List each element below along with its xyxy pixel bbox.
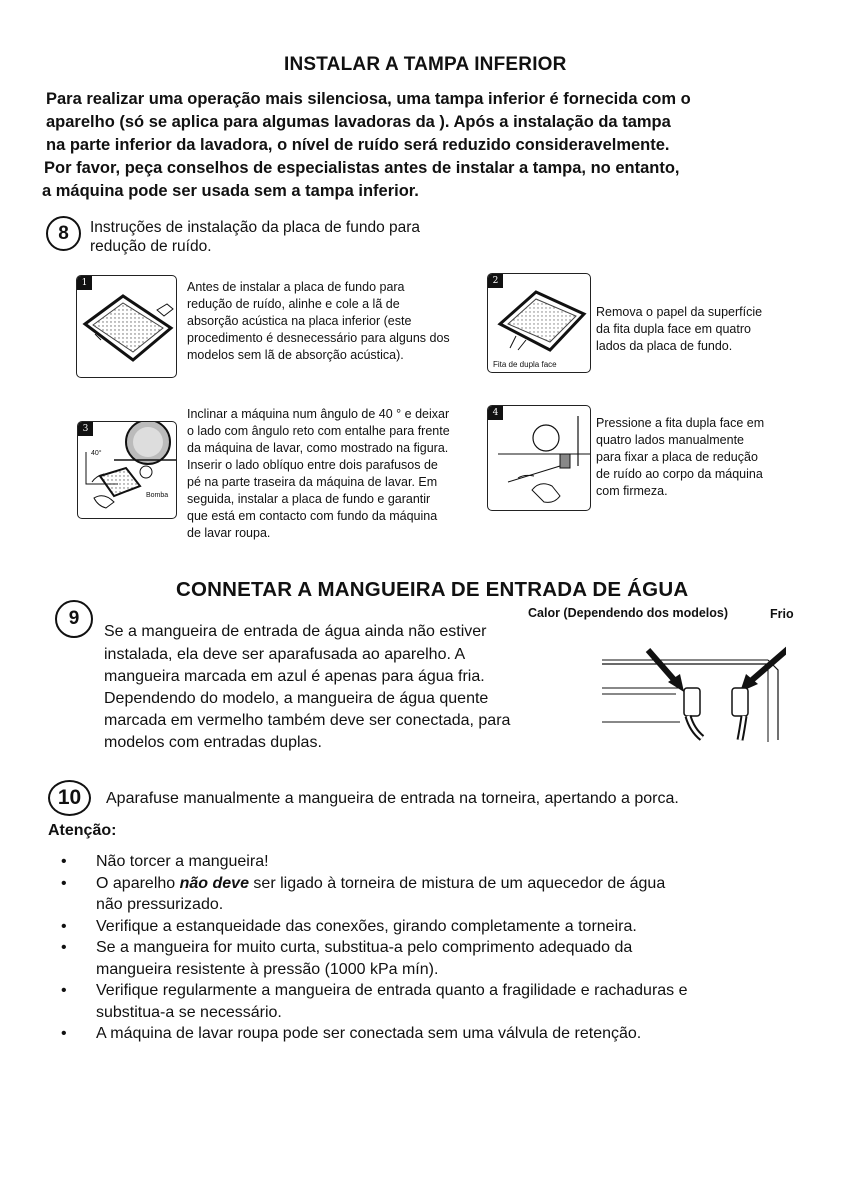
attention-heading: Atenção: — [48, 822, 117, 839]
attention-item: • Não torcer a mangueira! — [61, 853, 269, 870]
panel-1-line-5: modelos sem lã de absorção acústica). — [187, 348, 404, 362]
panel-1-line-2: redução de ruído, alinhe e cole a lã de — [187, 297, 400, 311]
double-tape-illustration — [488, 274, 591, 373]
panel-2-line-3: lados da placa de fundo. — [596, 339, 733, 353]
section-2-title: CONNETAR A MANGUEIRA DE ENTRADA DE ÁGUA — [176, 578, 689, 601]
panel-2-figure-label: Fita de dupla face — [493, 360, 557, 369]
attention-item: • Verifique regularmente a mangueira de entrada quanto a fragilidade e rachaduras e substitua-a se necessário. — [61, 982, 688, 1021]
panel-4-line-1: Pressione a fita dupla face em — [596, 416, 765, 430]
panel-4-line-3: para fixar a placa de redução — [596, 450, 758, 464]
panel-3-line-1: Inclinar a máquina num ângulo de 40 ° e deixar — [187, 407, 450, 421]
panel-1-figure — [76, 275, 177, 378]
step-10-number: 10 — [48, 780, 91, 816]
panel-3-line-2: o lado com ângulo reto com entalhe para frente — [187, 424, 450, 438]
panel-4-line-2: quatro lados manualmente — [596, 433, 745, 447]
attention-item: • Verifique a estanqueidade das conexões, girando completamente a torneira. — [61, 917, 637, 935]
inlet-hoses-illustration — [596, 630, 786, 750]
panel-3-figure — [77, 421, 177, 519]
page-title: INSTALAR A TAMPA INFERIOR — [284, 54, 567, 75]
step-9-line-4: Dependendo do modelo, a mangueira de água quente — [104, 690, 489, 707]
panel-1-line-4: procedimento é desnecessário para alguns dos — [187, 331, 450, 345]
panel-4-line-4: de ruído ao corpo da máquina — [596, 467, 763, 481]
step-9-line-3: mangueira marcada em azul é apenas para água fria. — [104, 668, 485, 685]
panel-2-tag: 2 — [488, 274, 503, 288]
attention-item: • Se a mangueira for muito curta, substitua-a pelo comprimento adequado da mangueira resistente à pressão (1000 kPa mín). — [61, 939, 633, 978]
step-9-line-2: instalada, ela deve ser aparafusada ao aparelho. A — [104, 646, 466, 663]
hot-label: Calor (Dependendo dos modelos) — [528, 606, 729, 620]
panel-4-line-5: com firmeza. — [596, 484, 668, 498]
intro-line-1: Para realizar uma operação mais silenciosa, uma tampa inferior é fornecida com o — [46, 90, 691, 108]
panel-1-line-3: absorção acústica na placa inferior (este — [187, 314, 412, 328]
panel-4-figure — [487, 405, 591, 511]
step-8-number: 8 — [46, 216, 81, 251]
press-tape-illustration — [488, 406, 591, 511]
cold-label: Frio — [770, 607, 794, 621]
panel-2-figure — [487, 273, 591, 373]
step-9-line-5: marcada em vermelho também deve ser conectada, para — [104, 712, 511, 729]
panel-3-line-7: que está em contacto com fundo da máquina — [187, 509, 438, 523]
attention-item: • A máquina de lavar roupa pode ser conectada sem uma válvula de retenção. — [61, 1025, 642, 1042]
intro-line-3: na parte inferior da lavadora, o nível de ruído será reduzido consideravelmente. — [46, 136, 670, 154]
angle-label: 40° — [91, 450, 102, 457]
panel-3-tag: 3 — [78, 422, 93, 436]
step-9-number: 9 — [55, 600, 93, 638]
intro-line-2: aparelho (só se aplica para algumas lavadoras da ). Após a instalação da tampa — [46, 113, 671, 131]
panel-3-line-3: da máquina de lavar, como mostrado na figura. — [187, 441, 449, 455]
intro-line-4: Por favor, peça conselhos de especialistas antes de instalar a tampa, no entanto, — [44, 159, 680, 177]
step-9-line-6: modelos com entradas duplas. — [104, 734, 322, 751]
step-9-line-1: Se a mangueira de entrada de água ainda não estiver — [104, 623, 487, 640]
panel-2-line-1: Remova o papel da superfície — [596, 305, 763, 319]
step-10-text: Aparafuse manualmente a mangueira de entrada na torneira, apertando a porca. — [106, 790, 679, 807]
step-8-line-2: redução de ruído. — [90, 238, 212, 255]
attention-list — [48, 851, 688, 1045]
pump-label: Bomba — [146, 492, 169, 499]
panel-3-line-4: Inserir o lado oblíquo entre dois parafusos de — [187, 458, 438, 472]
intro-line-5: a máquina pode ser usada sem a tampa inferior. — [42, 182, 419, 200]
panel-2-line-2: da fita dupla face em quatro — [596, 322, 751, 336]
panel-1-line-1: Antes de instalar a placa de fundo para — [187, 280, 405, 294]
panel-3-line-6: seguida, instalar a placa de fundo e garantir — [187, 492, 431, 506]
bottom-plate-illustration — [77, 276, 177, 378]
panel-4-tag: 4 — [488, 406, 503, 420]
panel-3-line-8: de lavar roupa. — [187, 526, 271, 540]
panel-1-tag: 1 — [77, 276, 92, 290]
panel-3-line-5: pé na parte traseira da máquina de lavar. Em — [187, 475, 438, 489]
attention-item: • O aparelho não deve ser ligado à torneira de mistura de um aquecedor de água não pressurizado. — [61, 874, 666, 913]
step-8-line-1: Instruções de instalação da placa de fundo para — [90, 219, 421, 236]
tilted-machine-illustration — [78, 422, 177, 519]
